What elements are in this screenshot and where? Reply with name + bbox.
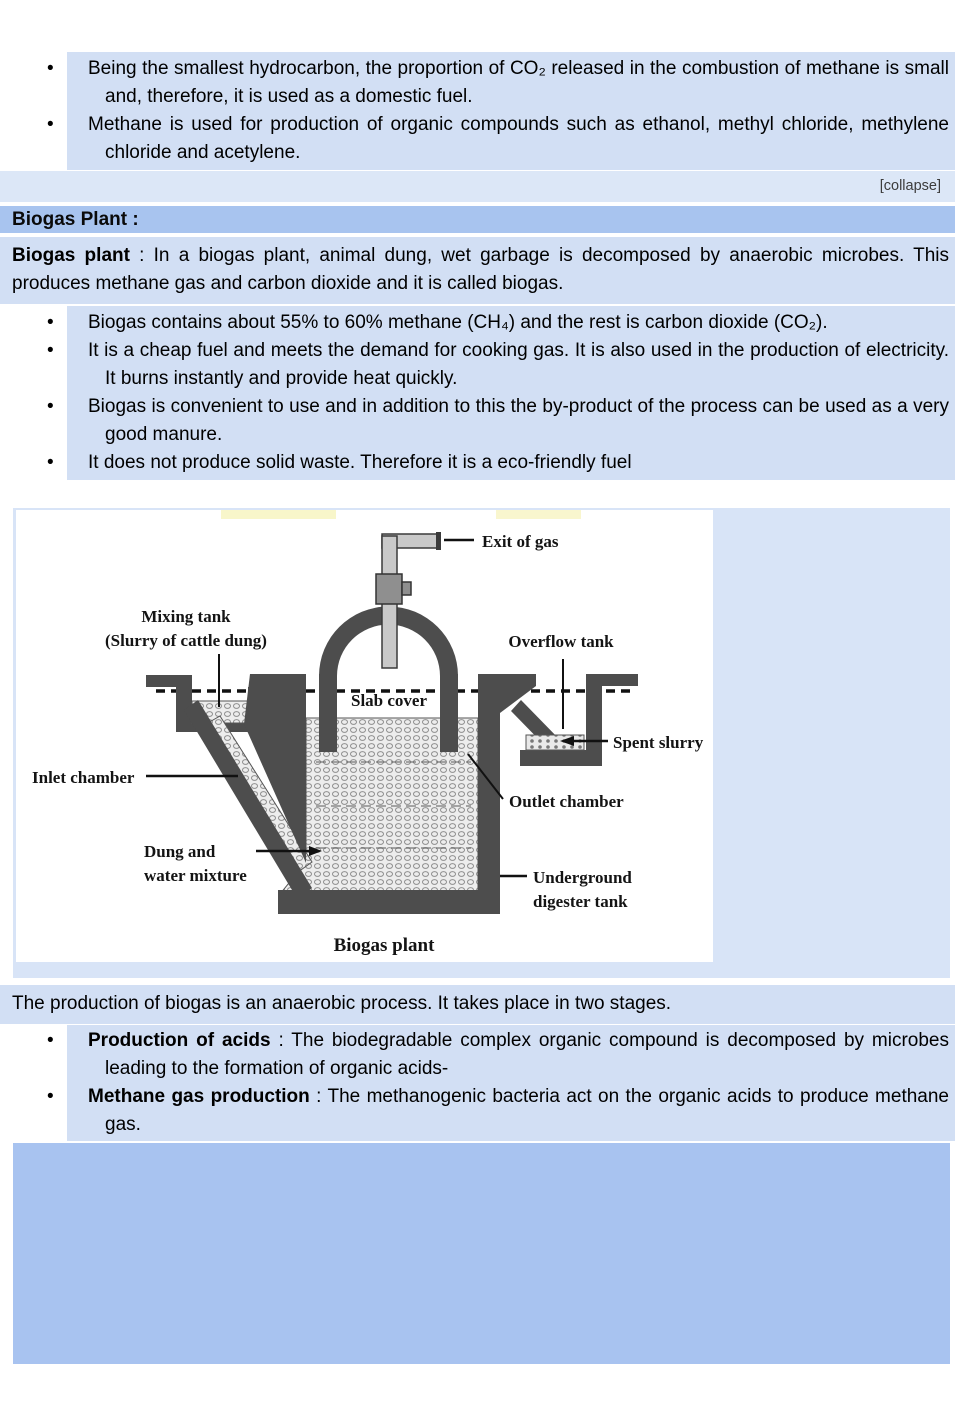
section-header: [0, 206, 955, 233]
item-text: Being the smallest hydrocarbon, the proportion of CO₂ released in the combustion of methane is small and, therefore, it is used as a domestic fuel.: [88, 58, 949, 107]
label-water-mixture: water mixture: [144, 866, 247, 885]
label-mixing-tank: Mixing tank: [141, 607, 231, 626]
label-mixing-tank-sub: (Slurry of cattle dung): [105, 631, 267, 650]
paragraph-text: : In a biogas plant, animal dung, wet garbage is decomposed by anaerobic microbes. This produces methane gas and carbon dioxide and it is called biogas.: [12, 245, 950, 294]
watermark-strip: [221, 510, 336, 519]
collapse-strip: [0, 171, 955, 202]
list-item: [67, 309, 949, 337]
list-item: [67, 55, 949, 111]
item-lead: Methane gas production: [88, 1086, 310, 1107]
diagram-container: [13, 508, 950, 978]
label-outlet-chamber: Outlet chamber: [509, 792, 624, 811]
digester-floor: [278, 890, 500, 914]
gas-valve: [376, 574, 402, 604]
paragraph-lead: Biogas plant: [12, 245, 130, 266]
label-inlet-chamber: Inlet chamber: [32, 768, 135, 787]
item-text: Biogas is convenient to use and in addition to this the by-product of the process can be used as a very good manure.: [88, 396, 949, 445]
diagram-artwork: [16, 510, 713, 962]
item-text: It does not produce solid waste. Therefore it is a eco-friendly fuel: [88, 452, 632, 473]
stages-list: [67, 1025, 955, 1141]
list-item: [67, 1083, 949, 1139]
item-lead: Production of acids: [88, 1030, 271, 1051]
list-item: [67, 449, 949, 477]
list-item: [67, 393, 949, 449]
diagram-caption: Biogas plant: [333, 935, 435, 956]
biogas-intro-paragraph: [0, 237, 955, 304]
item-text: : The biodegradable complex organic compound is decomposed by microbes leading to the formation of organic acids-: [105, 1030, 949, 1079]
label-overflow-tank: Overflow tank: [508, 632, 614, 651]
stages-paragraph: [0, 985, 955, 1024]
collapse-link[interactable]: [collapse]: [879, 178, 941, 194]
list-item: [67, 111, 949, 167]
digester-right-wall: [478, 708, 500, 914]
label-dung-and: Dung and: [144, 842, 216, 861]
list-item: [67, 337, 949, 393]
item-text: : The methanogenic bacteria act on the organic acids to produce methane gas.: [105, 1086, 949, 1135]
item-text: It is a cheap fuel and meets the demand for cooking gas. It is also used in the production of electricity. It burns instantly and provide heat quickly.: [88, 340, 949, 389]
section-title: Biogas Plant :: [12, 209, 139, 230]
label-underground: Underground: [533, 868, 632, 887]
paragraph-text: The production of biogas is an anaerobic process. It takes place in two stages.: [12, 993, 672, 1014]
watermark-strip: [496, 510, 581, 519]
label-digester-tank: digester tank: [533, 892, 628, 911]
empty-section-block: [13, 1143, 950, 1364]
biogas-plant-diagram: [16, 510, 713, 962]
label-spent-slurry: Spent slurry: [613, 733, 704, 752]
label-exit-of-gas: Exit of gas: [482, 532, 559, 551]
biogas-properties-list: [67, 306, 955, 480]
methane-uses-list: [67, 52, 955, 170]
item-text: Methane is used for production of organic compounds such as ethanol, methyl chloride, methylene chloride and acetylene.: [88, 114, 949, 163]
item-text: Biogas contains about 55% to 60% methane (CH₄) and the rest is carbon dioxide (CO₂).: [88, 312, 828, 333]
list-item: [67, 1027, 949, 1083]
label-slab-cover: Slab cover: [350, 691, 428, 710]
